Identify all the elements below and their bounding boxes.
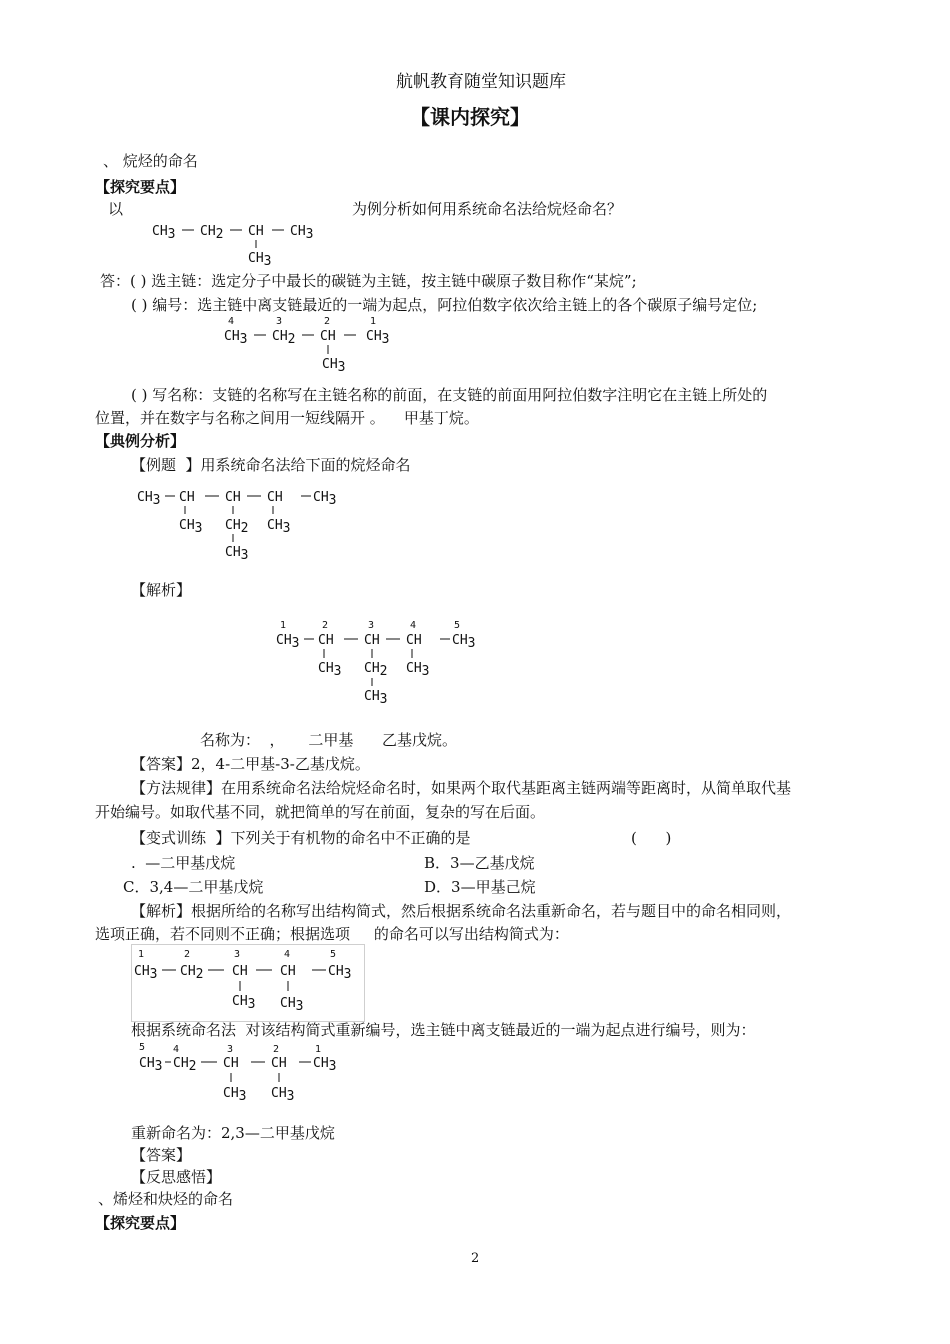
structural-formula-2-methylbutane <box>150 218 340 268</box>
svg-text:CH: CH <box>223 1056 239 1071</box>
structural-formula-renumbered <box>137 1040 357 1106</box>
step-write-name-line2: 位置，并在数字与名称之间用一短线隔开 。 甲基丁烷。 <box>95 409 479 427</box>
svg-text:CH: CH <box>364 633 380 648</box>
svg-text:1: 1 <box>370 316 377 327</box>
method-line1: 【方法规律】在用系统命名法给烷烃命名时，如果两个取代基距离主链两端等距离时，从简单取代基 <box>131 779 792 797</box>
example-question: 【例题 】用系统命名法给下面的烷烃命名 <box>131 456 411 474</box>
svg-text:CH3: CH3 <box>224 329 248 347</box>
structural-formula-example <box>135 484 355 564</box>
section-title: 【课内探究】 <box>410 105 530 129</box>
example-heading: 【典例分析】 <box>95 432 186 450</box>
svg-text:3: 3 <box>368 620 375 631</box>
svg-text:CH3: CH3 <box>276 633 300 651</box>
svg-text:CH: CH <box>179 490 195 505</box>
svg-text:CH3: CH3 <box>364 689 388 706</box>
svg-text:CH3: CH3 <box>322 357 346 374</box>
svg-text:CH3: CH3 <box>406 661 430 679</box>
document-header-title: 航帆教育随堂知识题库 <box>396 72 566 92</box>
step-numbering: ( ) 编号：选主链中离支链最近的一端为起点，阿拉伯数字依次给主链上的各个碳原子编号定位; <box>131 296 758 314</box>
intro-suffix: 为例分析如何用系统命名法给烷烃命名？ <box>352 200 623 218</box>
svg-text:CH3: CH3 <box>267 518 291 536</box>
step-write-name-line1: ( ) 写名称：支链的名称写在主链名称的前面，在支链的前面用阿拉伯数字注明它在主链上所处的 <box>131 386 768 404</box>
step-select-main-chain: 答：( ) 选主链：选定分子中最长的碳链为主链，按主链中碳原子数目称作“某烷”; <box>100 272 637 290</box>
svg-text:CH2: CH2 <box>180 964 204 982</box>
answer2-label: 【答案】 <box>131 1146 192 1164</box>
option-b: B．3—乙基戊烷 <box>424 854 535 872</box>
variant-answer-paren: ( ) <box>631 829 672 847</box>
svg-text:CH2: CH2 <box>225 518 249 536</box>
svg-text:3: 3 <box>276 316 283 327</box>
svg-text:CH3: CH3 <box>318 661 342 679</box>
option-c: C．3,4—二甲基戊烷 <box>123 878 264 896</box>
svg-text:CH3: CH3 <box>179 518 203 536</box>
svg-text:2: 2 <box>184 949 191 960</box>
svg-text:CH2: CH2 <box>272 329 296 347</box>
svg-text:4: 4 <box>228 316 235 327</box>
svg-text:CH3: CH3 <box>271 1086 295 1104</box>
name-line: 名称为： ， 二甲基 乙基戊烷。 <box>200 731 457 749</box>
svg-text:CH: CH <box>318 633 334 648</box>
svg-text:CH: CH <box>320 329 336 344</box>
svg-text:4: 4 <box>410 620 417 631</box>
svg-text:CH3: CH3 <box>452 633 476 651</box>
svg-text:CH3: CH3 <box>137 490 161 508</box>
svg-text:5: 5 <box>330 949 337 960</box>
svg-text:CH3: CH3 <box>152 224 176 242</box>
svg-text:CH3: CH3 <box>139 1056 163 1074</box>
variant-question: 【变式训练 】下列关于有机物的命名中不正确的是 <box>131 829 471 847</box>
structural-formula-numbered <box>222 314 402 374</box>
svg-text:CH: CH <box>232 964 248 979</box>
svg-text:5: 5 <box>139 1042 146 1053</box>
svg-text:1: 1 <box>138 949 145 960</box>
svg-text:1: 1 <box>280 620 287 631</box>
option-a: . —二甲基戊烷 <box>131 854 236 872</box>
structural-formula-option-a <box>131 944 365 1022</box>
svg-text:CH2: CH2 <box>364 661 388 679</box>
svg-text:CH3: CH3 <box>134 964 158 982</box>
svg-text:CH: CH <box>280 964 296 979</box>
renumber-line: 根据系统命名法 对该结构简式重新编号，选主链中离支链最近的一端为起点进行编号，则为： <box>131 1021 756 1039</box>
svg-text:CH3: CH3 <box>290 224 314 242</box>
svg-text:2: 2 <box>273 1044 280 1055</box>
method-line2: 开始编号。如取代基不同，就把简单的写在前面，复杂的写在后面。 <box>95 803 546 821</box>
svg-text:3: 3 <box>227 1044 234 1055</box>
svg-text:CH3: CH3 <box>223 1086 247 1104</box>
svg-text:CH3: CH3 <box>366 329 390 347</box>
svg-text:CH: CH <box>267 490 283 505</box>
tanjiu-label-2: 【探究要点】 <box>95 1214 186 1232</box>
svg-text:CH2: CH2 <box>173 1056 197 1074</box>
analysis-line2: 选项正确，若不同则不正确；根据选项 的命名可以写出结构简式为： <box>95 925 569 943</box>
svg-text:CH: CH <box>225 490 241 505</box>
svg-text:1: 1 <box>315 1044 322 1055</box>
svg-text:CH3: CH3 <box>328 964 352 982</box>
svg-text:2: 2 <box>322 620 329 631</box>
svg-text:CH3: CH3 <box>232 994 256 1012</box>
svg-text:CH3: CH3 <box>225 545 249 563</box>
svg-text:3: 3 <box>234 949 241 960</box>
svg-text:2: 2 <box>324 316 331 327</box>
rename-line: 重新命名为：2,3—二甲基戊烷 <box>131 1124 335 1142</box>
intro-prefix: 以 <box>108 200 124 218</box>
answer-line: 【答案】2，4-二甲基-3-乙基戊烷。 <box>131 755 370 773</box>
svg-text:CH: CH <box>271 1056 287 1071</box>
tanjiu-label: 【探究要点】 <box>95 178 186 196</box>
svg-text:5: 5 <box>454 620 461 631</box>
reflect-label: 【反思感悟】 <box>131 1168 222 1186</box>
svg-text:CH: CH <box>248 224 264 239</box>
heading-alkane-naming: 、 烷烃的命名 <box>103 152 198 170</box>
svg-text:4: 4 <box>173 1044 180 1055</box>
heading-alkene-alkyne-naming: 、烯烃和炔烃的命名 <box>98 1190 234 1208</box>
svg-text:CH3: CH3 <box>313 1056 337 1074</box>
svg-text:CH3: CH3 <box>313 490 337 508</box>
structural-formula-example-numbered <box>274 616 494 706</box>
svg-text:CH: CH <box>406 633 422 648</box>
page-number: 2 <box>471 1251 480 1266</box>
svg-text:CH2: CH2 <box>200 224 224 242</box>
option-d: D．3—甲基己烷 <box>424 878 536 896</box>
analysis-line1: 【解析】根据所给的名称写出结构简式，然后根据系统命名法重新命名，若与题目中的命名相同则， <box>131 902 792 920</box>
jiexi-label: 【解析】 <box>131 581 192 599</box>
svg-text:CH3: CH3 <box>280 996 304 1014</box>
svg-text:CH3: CH3 <box>248 251 272 268</box>
svg-text:4: 4 <box>284 949 291 960</box>
